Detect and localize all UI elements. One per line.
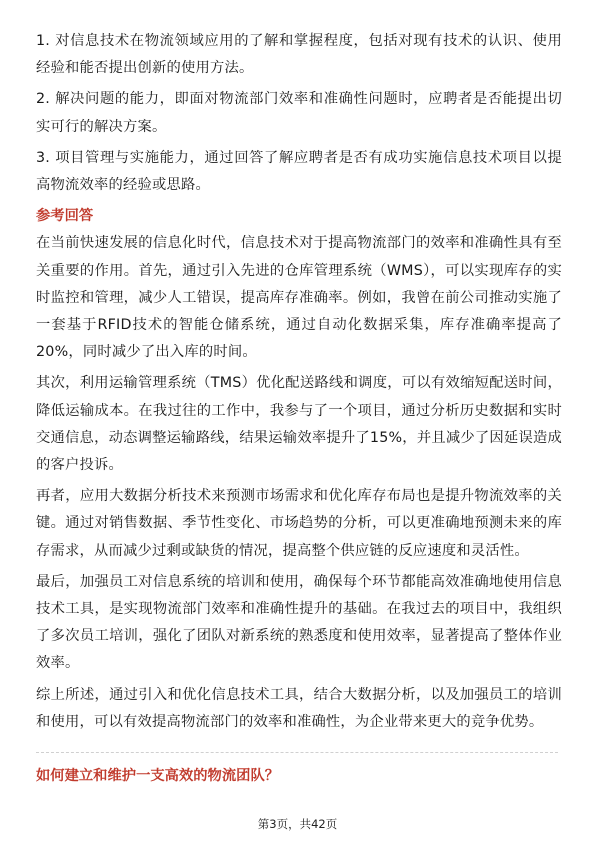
answer-paragraph-1: 在当前快速发展的信息化时代，信息技术对于提高物流部门的效率和准确性具有至关重要的作用。首先，通过引入先进的仓库管理系统（WMS），可以实现库存的实时监控和管理，减少人工错误，提高库存准确率。例如，我曾在前公司推动实施了一套基于RFID技术的智能仓储系统，通过自动化数据采集，库存准确率提高了20%，同时减少了出入库的时间。 xyxy=(36,235,562,361)
criterion-2: 2. 解决问题的能力，即面对物流部门效率和准确性问题时，应聘者是否能提出切实可行的解决方案。 xyxy=(36,91,562,135)
criterion-1: 1. 对信息技术在物流领域应用的了解和掌握程度，包括对现有技术的认识、使用经验和能否提出创新的使用方法。 xyxy=(36,33,562,77)
answer-paragraph-2: 其次，利用运输管理系统（TMS）优化配送路线和调度，可以有效缩短配送时间，降低运输成本。在我过往的工作中，我参与了一个项目，通过分析历史数据和实时交通信息，动态调整运输路线，结果运输效率提升了15%，并且减少了因延误造成的客户投诉。 xyxy=(36,375,562,474)
criterion-3: 3. 项目管理与实施能力，通过回答了解应聘者是否有成功实施信息技术项目以提高物流效率的经验或思路。 xyxy=(36,149,562,194)
answer-paragraph-3: 再者，应用大数据分析技术来预测市场需求和优化库存布局也是提升物流效率的关键。通过对销售数据、季节性变化、市场趋势的分析，可以更准确地预测未来的库存需求，从而减少过剩或缺货的情况，提高整个供应链的反应速度和灵活性。 xyxy=(36,488,562,559)
page-content xyxy=(36,28,562,740)
answer-paragraph-5: 综上所述，通过引入和优化信息技术工具，结合大数据分析，以及加强员工的培训和使用，可以有效提高物流部门的效率和准确性，为企业带来更大的竞争优势。 xyxy=(36,686,562,730)
section-divider xyxy=(36,752,558,753)
reference-answer-heading: 参考回答 xyxy=(36,208,94,225)
next-question-heading: 如何建立和维护一支高效的物流团队？ xyxy=(36,768,280,784)
page-footer: 第3页，共42页 xyxy=(257,817,338,831)
answer-paragraph-4: 最后，加强员工对信息系统的培训和使用，确保每个环节都能高效准确地使用信息技术工具，是实现物流部门效率和准确性提升的基础。在我过去的项目中，我组织了多次员工培训，强化了团队对新系统的熟悉度和使用效率，显著提高了整体作业效率。 xyxy=(36,573,562,672)
